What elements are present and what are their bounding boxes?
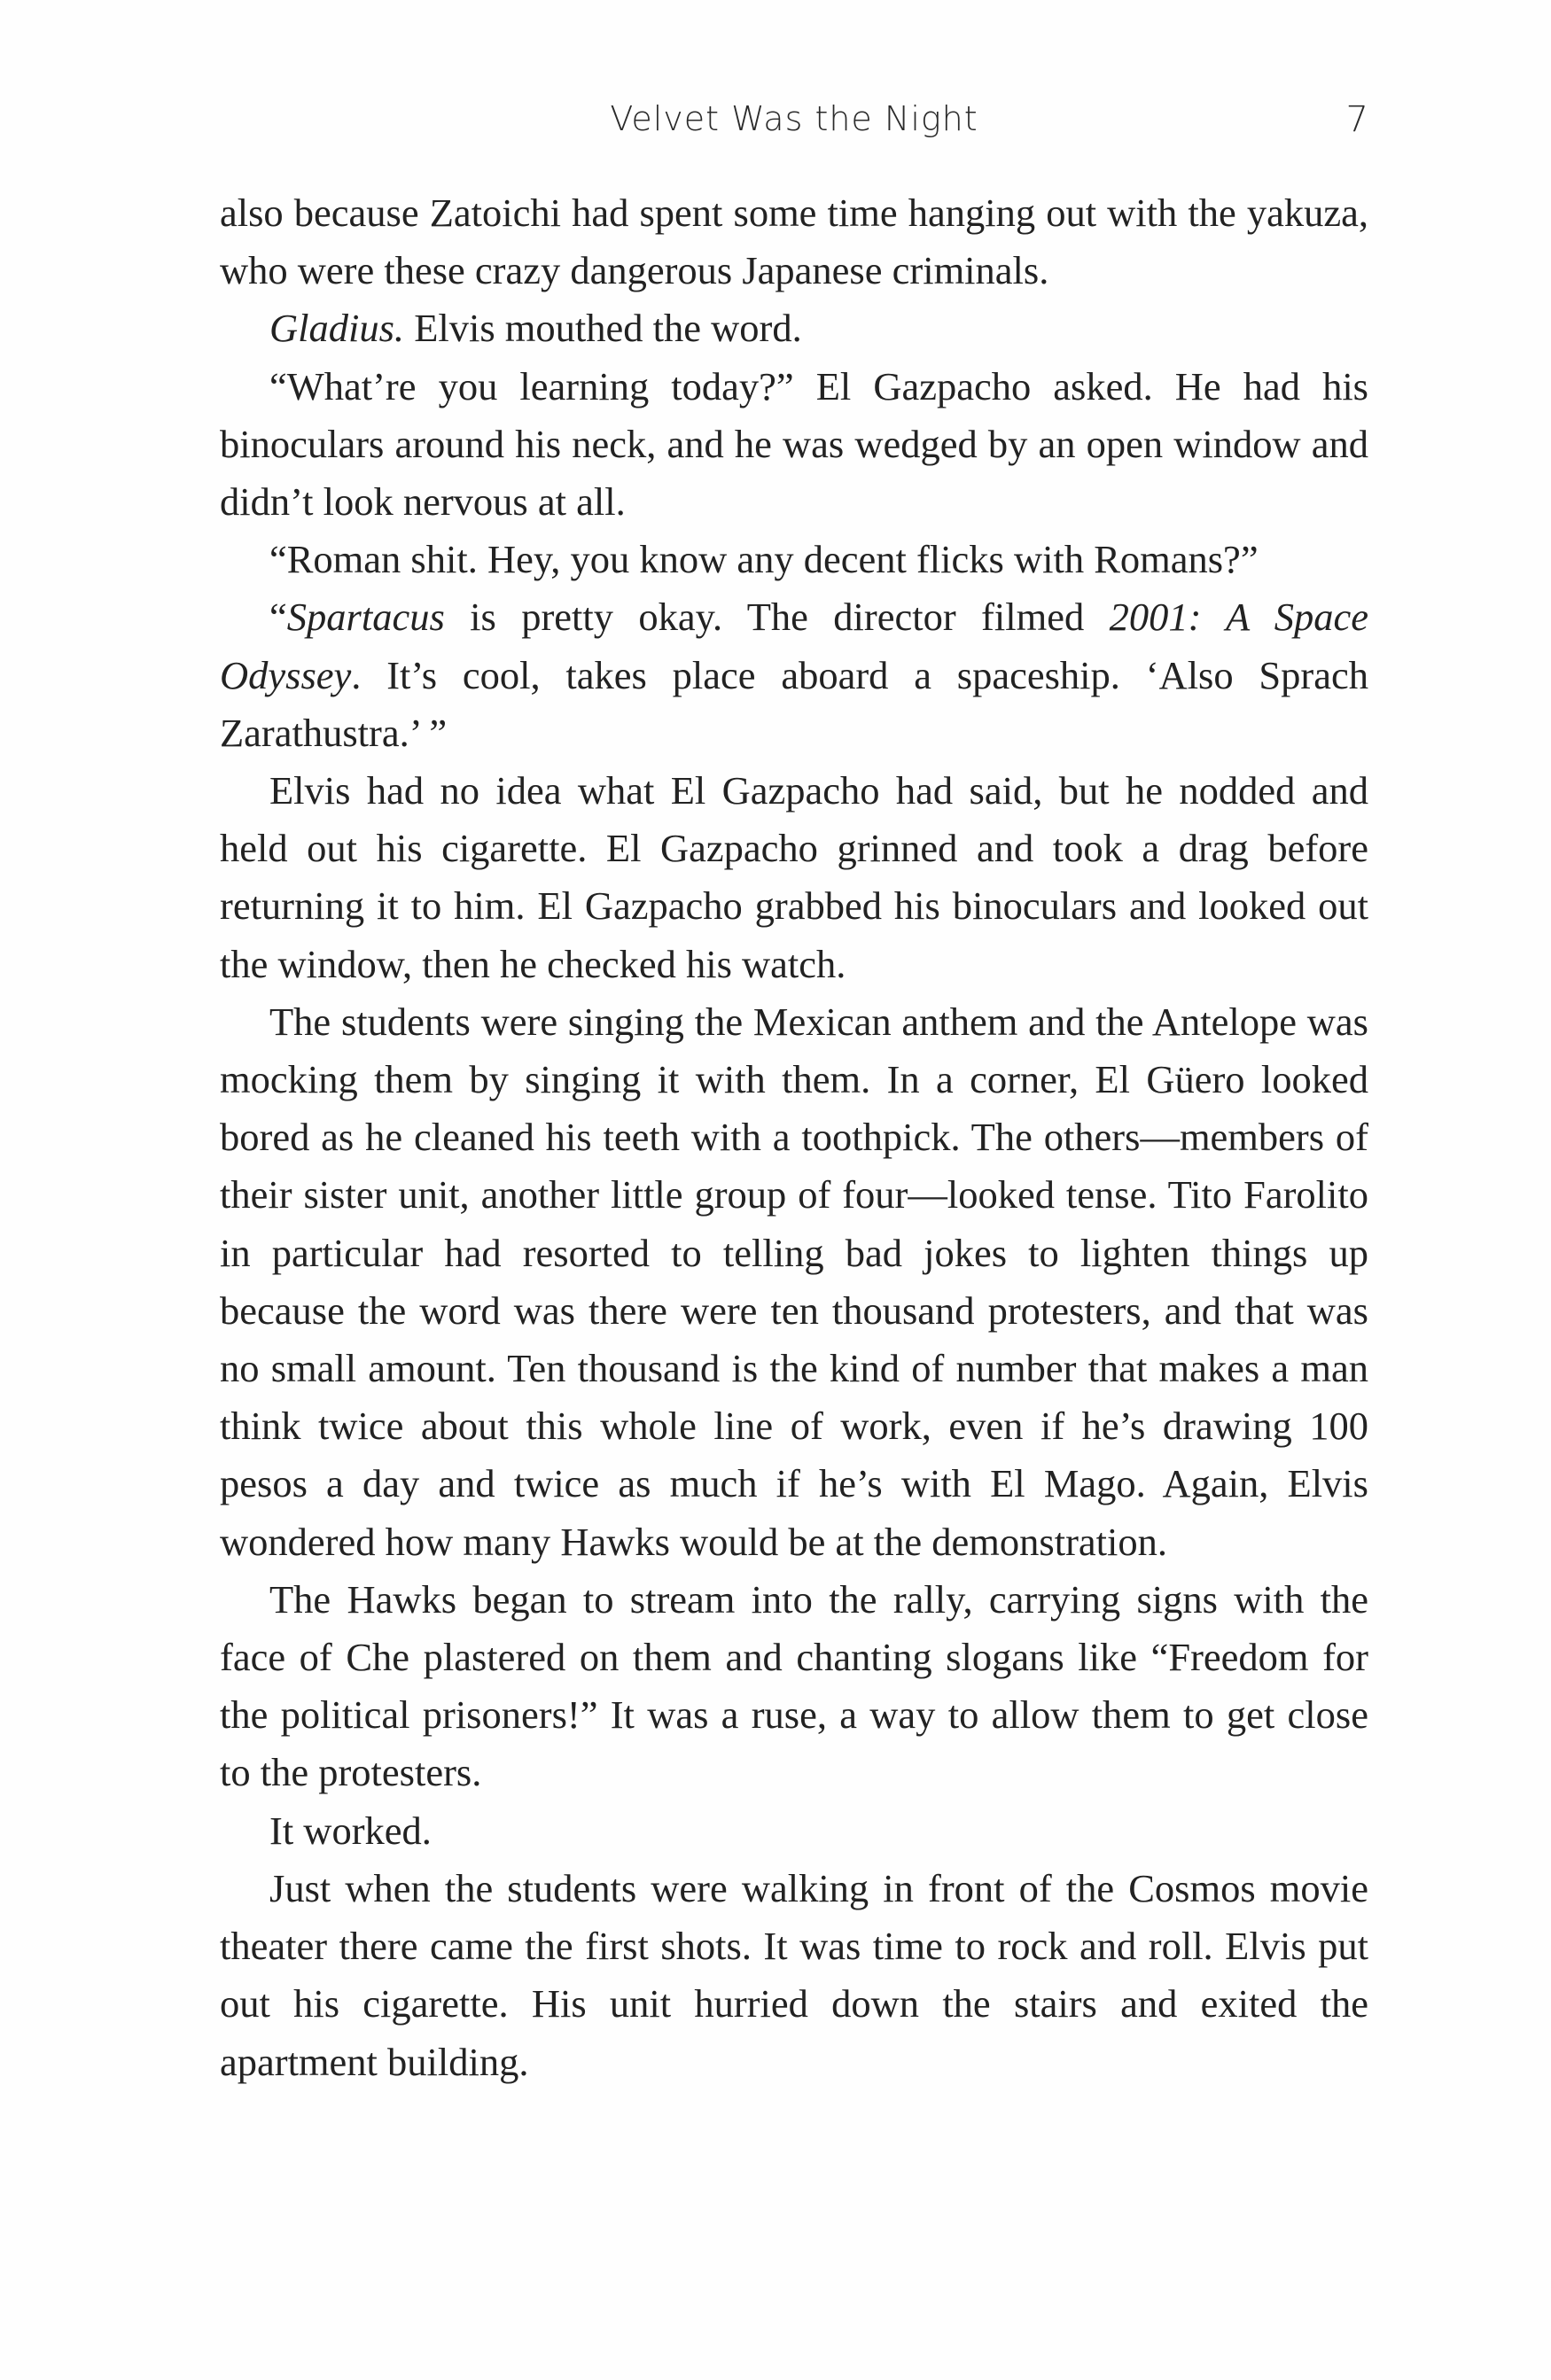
paragraph: also because Zatoichi had spent some time hanging out with the yakuza, who were these crazy dangerous Japanese criminals.	[220, 191, 1368, 293]
paragraph-text: is pretty okay. The director filmed	[444, 595, 1110, 640]
italic-title: 2001: A Space Odyssey	[220, 595, 1368, 697]
paragraph: Elvis had no idea what El Gazpacho had said, but he nodded and held out his cigarette. El Gazpacho grinned and took a drag before returning it to him. El Gazpacho grabbed his binoculars and looked out the window, then he checked his watch.	[220, 768, 1368, 986]
paragraph-text: . It’s cool, takes place aboard a spaceship. ‘Also Sprach Zarathustra.’ ”	[220, 652, 1368, 755]
paragraph: “Roman shit. Hey, you know any decent flicks with Romans?”	[269, 537, 1259, 582]
paragraph	[220, 588, 1368, 762]
italic-term: Gladius.	[269, 306, 405, 351]
paragraph: The Hawks began to stream into the rally, carrying signs with the face of Che plastered on them and chanting slogans like “Freedom for the political prisoners!” It was a ruse, a way to allow them to get close to the protesters.	[220, 1576, 1368, 1795]
paragraph	[220, 299, 1368, 357]
paragraph: It worked.	[269, 1808, 432, 1853]
paragraph: The students were singing the Mexican anthem and the Antelope was mocking them by singing it with them. In a corner, El Güero looked bored as he cleaned his teeth with a toothpick. The others—members of their sister unit, another little group of four—looked tense. Tito Farolito in particular had resorted to telling bad jokes to lighten things up because the word was there were ten thousand protesters, and that was no small amount. Ten thousand is the kind of number that makes a man think twice about this whole line of work, even if he’s drawing 100 pesos a day and twice as much if he’s with El Mago. Again, Elvis wondered how many Hawks would be at the demonstration.	[220, 999, 1368, 1564]
open-quote: “	[269, 595, 287, 640]
paragraph: “What’re you learning today?” El Gazpacho asked. He had his binoculars around his neck, and he was wedged by an open window and didn’t look nervous at all.	[220, 363, 1368, 525]
page-number: 7	[1345, 99, 1368, 140]
body-text	[220, 184, 1368, 2091]
paragraph-text: Elvis mouthed the word.	[404, 306, 802, 351]
paragraph: Just when the students were walking in front of the Cosmos movie theater there came the first shots. It was time to rock and roll. Elvis put out his cigarette. His unit hurried down the stairs and exited the apartment building.	[220, 1865, 1368, 2084]
running-title: Velvet Was the Night	[610, 99, 978, 138]
italic-title: Spartacus	[286, 595, 445, 640]
page-header	[220, 99, 1368, 152]
